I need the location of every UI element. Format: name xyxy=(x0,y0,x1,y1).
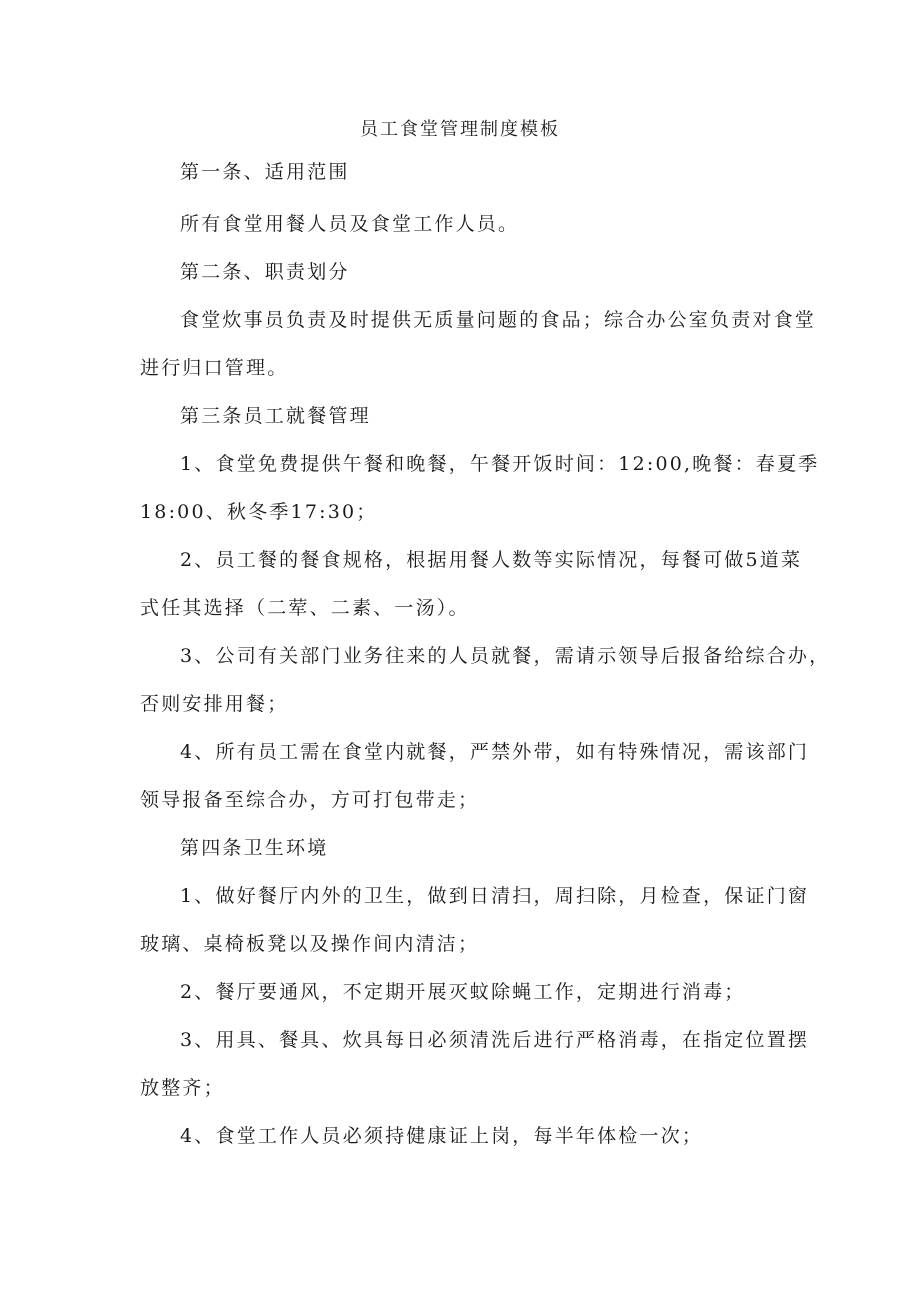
article-3-item-3-line-2: 否则安排用餐； xyxy=(140,693,289,715)
article-4-heading: 第四条卫生环境 xyxy=(180,837,329,859)
article-4-item-3-line-2: 放整齐； xyxy=(140,1077,225,1099)
article-3-item-2-line-2: 式任其选择（二荤、二素、一汤）。 xyxy=(140,597,470,619)
article-4-item-2: 2、餐厅要通风，不定期开展灭蚊除蝇工作，定期进行消毒； xyxy=(180,981,746,1003)
article-3-item-3-line-1: 3、公司有关部门业务往来的人员就餐，需请示领导后报备给综合办， xyxy=(180,645,831,667)
document-title: 员工食堂管理制度模板 xyxy=(360,119,560,140)
article-3-item-2-line-1: 2、员工餐的餐食规格，根据用餐人数等实际情况，每餐可做5道菜 xyxy=(180,549,803,571)
article-3-item-4-line-2: 领导报备至综合办，方可打包带走； xyxy=(140,789,480,811)
article-3-item-4-line-1: 4、所有员工需在食堂内就餐，严禁外带，如有特殊情况，需该部门 xyxy=(180,741,810,763)
article-1-text: 所有食堂用餐人员及食堂工作人员。 xyxy=(180,213,520,235)
article-4-item-1-line-2: 玻璃、桌椅板凳以及操作间内清洁； xyxy=(140,933,480,955)
article-4-item-1-line-1: 1、做好餐厅内外的卫生，做到日清扫，周扫除，月检查，保证门窗 xyxy=(180,885,810,907)
article-3-item-1-line-1: 1、食堂免费提供午餐和晚餐，午餐开饭时间：12:00,晚餐：春夏季 xyxy=(180,453,820,475)
article-2-heading: 第二条、职责划分 xyxy=(180,261,350,283)
article-4-item-3-line-1: 3、用具、餐具、炊具每日必须清洗后进行严格消毒，在指定位置摆 xyxy=(180,1029,810,1051)
article-2-text-line-1: 食堂炊事员负责及时提供无质量问题的食品；综合办公室负责对食堂 xyxy=(180,309,817,331)
article-3-heading: 第三条员工就餐管理 xyxy=(180,405,371,427)
article-2-text-line-2: 进行归口管理。 xyxy=(140,357,289,379)
article-1-heading: 第一条、适用范围 xyxy=(180,161,350,183)
article-3-item-1-line-2: 18:00、秋冬季17:30； xyxy=(140,501,378,523)
article-4-item-4: 4、食堂工作人员必须持健康证上岗，每半年体检一次； xyxy=(180,1125,704,1147)
